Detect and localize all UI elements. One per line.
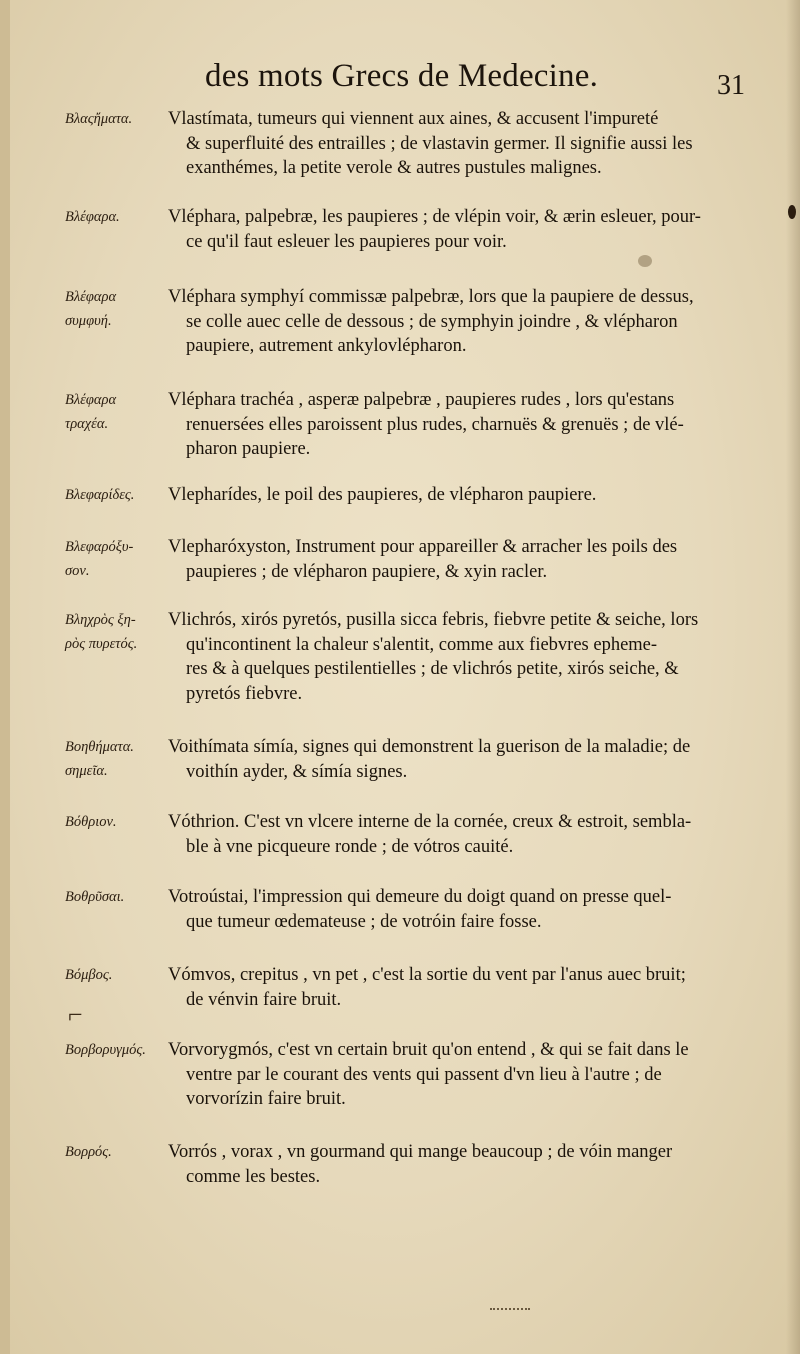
entry-vothrion — [65, 810, 755, 859]
entry-vlichros — [65, 608, 755, 706]
entry-text: Vléphara trachéa , asperæ palpebræ , paupieres rudes , lors qu'estans renuersées elles paroissent plus rudes, charnuës & grenuës ; de vlé- pharon paupiere. — [168, 390, 684, 459]
page-edge-stain — [788, 205, 796, 219]
entry-vlephara-symphyi — [65, 285, 755, 359]
greek-headword: Βοηθήματα. σημεῖα. — [65, 739, 134, 779]
greek-headword: Βλέφαρα. — [65, 209, 120, 225]
greek-headword: Βλεφαρόξυ- σον. — [65, 539, 134, 579]
entry-text: Vléphara symphyí commissæ palpebræ, lors que la paupiere de dessus, se colle auec celle de dessous ; de symphyin joindre , & vlépharon paupiere, autrement ankylovlépharon. — [168, 287, 694, 356]
entry-vorvorygmos — [65, 1038, 755, 1112]
greek-headword: Βλέφαρα συμφυή. — [65, 289, 117, 329]
running-head — [205, 58, 765, 102]
entry-text: Vorvorygmós, c'est vn certain bruit qu'on entend , & qui se fait dans le ventre par le courant des vents qui passent d'vn lieu à l'autre ; de vorvorízin faire bruit. — [168, 1040, 689, 1109]
greek-headword: Βορβορυγμός. — [65, 1042, 146, 1058]
page-title: des mots Grecs de Medecine. — [205, 58, 599, 94]
entry-vorros — [65, 1140, 755, 1189]
greek-headword: Βορρός. — [65, 1144, 112, 1160]
greek-headword: Βόθριον. — [65, 814, 117, 830]
greek-headword: Βόμβος. — [65, 967, 113, 983]
page-number: 31 — [717, 70, 745, 101]
entry-votroustai — [65, 885, 755, 934]
greek-headword: Βληχρὸς ξη- ρὸς πυρετός. — [65, 612, 138, 652]
greek-headword: Βλέφαρα τραχέα. — [65, 392, 117, 432]
entry-vlephara — [65, 205, 755, 254]
entry-text: Voithímata símía, signes qui demonstrent la guerison de la maladie; de voithín ayder, & símía signes. — [168, 737, 691, 782]
entry-text: Vóthrion. C'est vn vlcere interne de la cornée, creux & estroit, sembla- ble à vne picqueure ronde ; de vótros cauité. — [168, 812, 692, 857]
entry-text: Vléphara, palpebræ, les paupieres ; de vlépin voir, & ærin esleuer, pour- ce qu'il faut esleuer les paupieres pour voir. — [168, 207, 701, 252]
greek-headword: Βλαςἤματα. — [65, 111, 133, 127]
entry-text: Vlepharóxyston, Instrument pour appareiller & arracher les poils des paupieres ; de vlépharon paupiere, & xyin racler. — [168, 537, 678, 582]
entry-vlepharides — [65, 483, 755, 508]
entry-vlastimata — [65, 107, 755, 181]
entry-text: Vlastímata, tumeurs qui viennent aux aines, & accusent l'impureté & superfluité des entrailles ; de vlastavin germer. Il signifie aussi les exanthémes, la petite verole & autres pustules malignes. — [168, 109, 693, 178]
entry-voithimata — [65, 735, 755, 784]
entry-vlephara-trachea — [65, 388, 755, 462]
entry-text: Votroústai, l'impression qui demeure du doigt quand on presse quel- que tumeur œdemateuse ; de votróin faire fosse. — [168, 887, 672, 932]
entry-text: Vlepharídes, le poil des paupieres, de vlépharon paupiere. — [168, 485, 597, 505]
binding-thread-mark: ⌐ — [68, 1000, 83, 1029]
greek-headword: Βοθρῦσαι. — [65, 889, 125, 905]
entry-text: Vlichrós, xirós pyretós, pusilla sicca febris, fiebvre petite & seiche, lors qu'incontinent la chaleur s'alentit, comme aux fiebvres epheme- res & à quelques pestilentielles ; de vlichrós petite, xirós seiche, & pyretós fiebvre. — [168, 610, 699, 704]
paper-speck — [490, 1308, 530, 1316]
entry-vlepharoxyston — [65, 535, 755, 584]
entry-text: Vómvos, crepitus , vn pet , c'est la sortie du vent par l'anus auec bruit; de vénvin faire bruit. — [168, 965, 686, 1010]
entry-text: Vorrós , vorax , vn gourmand qui mange beaucoup ; de vóin manger comme les bestes. — [168, 1142, 673, 1187]
entry-vomvos — [65, 963, 755, 1012]
greek-headword: Βλεφαρίδες. — [65, 487, 135, 503]
ink-blot — [638, 255, 652, 267]
